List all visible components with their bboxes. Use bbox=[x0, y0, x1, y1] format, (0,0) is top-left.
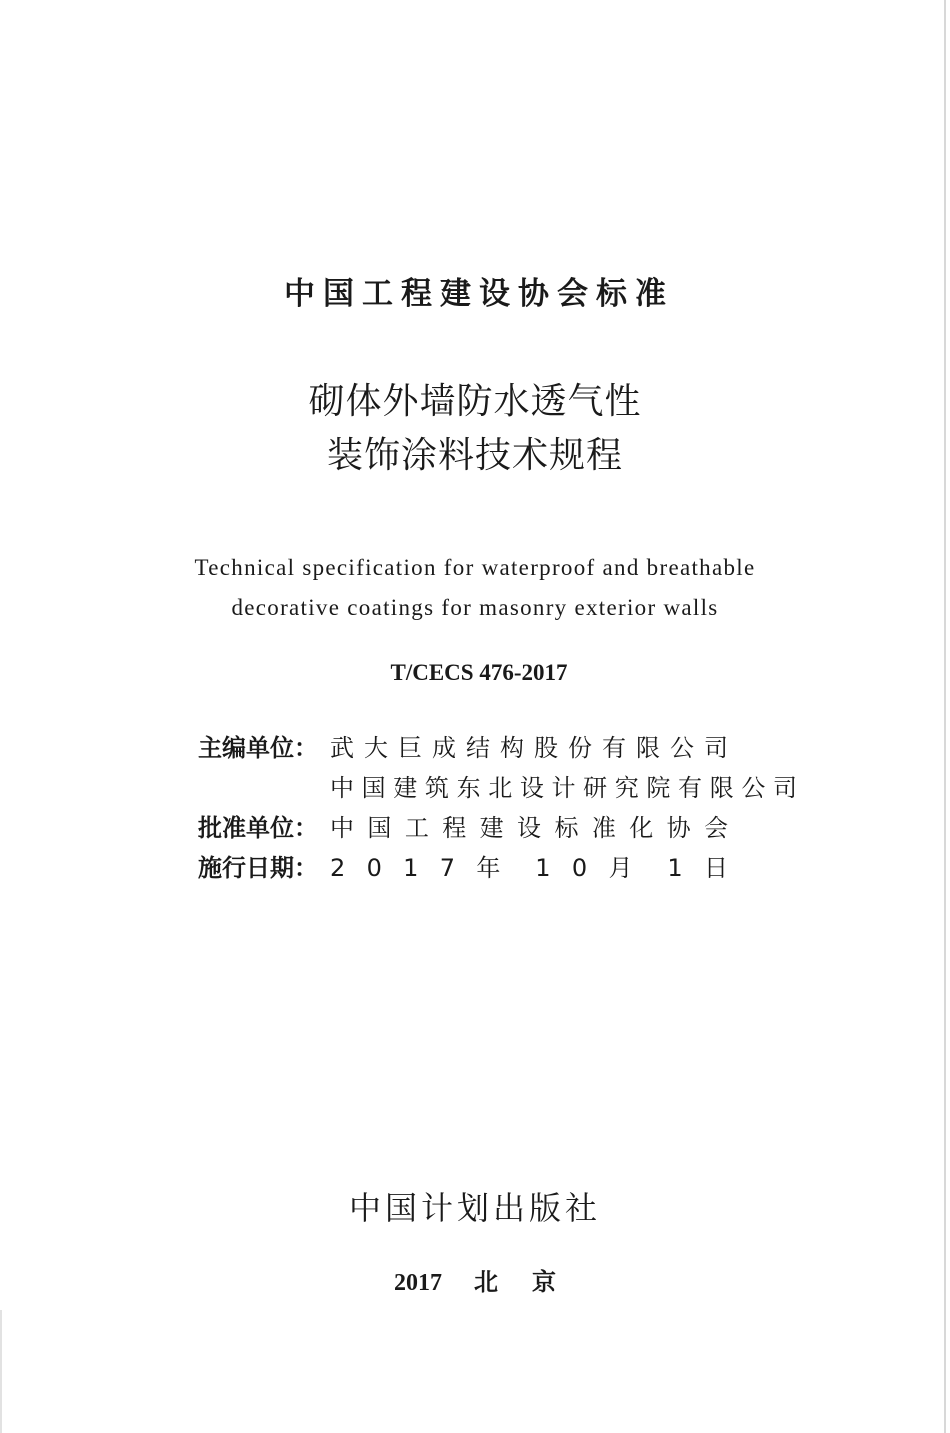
approver-row bbox=[198, 808, 738, 848]
approver-name: 中 国 工 程 建 设 标 准 化 协 会 bbox=[330, 814, 729, 842]
effective-date-value: 2 0 1 7 年 1 0 月 1 日 bbox=[330, 854, 728, 882]
publication-year-place bbox=[0, 1262, 950, 1297]
editor-label: 主编单位： bbox=[198, 734, 318, 762]
editor-name-1: 武 大 巨 成 结 构 股 份 有 限 公 司 bbox=[330, 734, 728, 762]
english-title-line-2: decorative coatings for masonry exterior walls bbox=[231, 595, 719, 620]
publication-year: 2017 bbox=[394, 1270, 442, 1296]
effective-date-row bbox=[198, 848, 738, 888]
english-title bbox=[0, 548, 950, 628]
chinese-title bbox=[0, 375, 950, 483]
approver-label: 批准单位： bbox=[198, 814, 318, 842]
standard-code: T/CECS 476-2017 bbox=[390, 660, 568, 685]
publisher-name: 中国计划出版社 bbox=[348, 1189, 601, 1227]
standard-series-heading: 中国工程建设协会标准 bbox=[284, 276, 674, 312]
chinese-title-line-2: 装饰涂料技术规程 bbox=[326, 435, 623, 476]
page-edge-shadow-left bbox=[0, 1310, 2, 1433]
publication-info bbox=[198, 728, 797, 888]
english-title-line-1: Technical specification for waterproof and breathable bbox=[194, 555, 756, 580]
editor-row-1 bbox=[198, 728, 738, 768]
effective-date-label: 施行日期： bbox=[198, 854, 318, 882]
editor-row-2 bbox=[198, 768, 797, 808]
publication-city: 北京 bbox=[474, 1270, 590, 1296]
editor-name-2: 中 国 建 筑 东 北 设 计 研 究 院 有 限 公 司 bbox=[330, 774, 797, 802]
chinese-title-line-1: 砌体外墙防水透气性 bbox=[308, 381, 642, 422]
